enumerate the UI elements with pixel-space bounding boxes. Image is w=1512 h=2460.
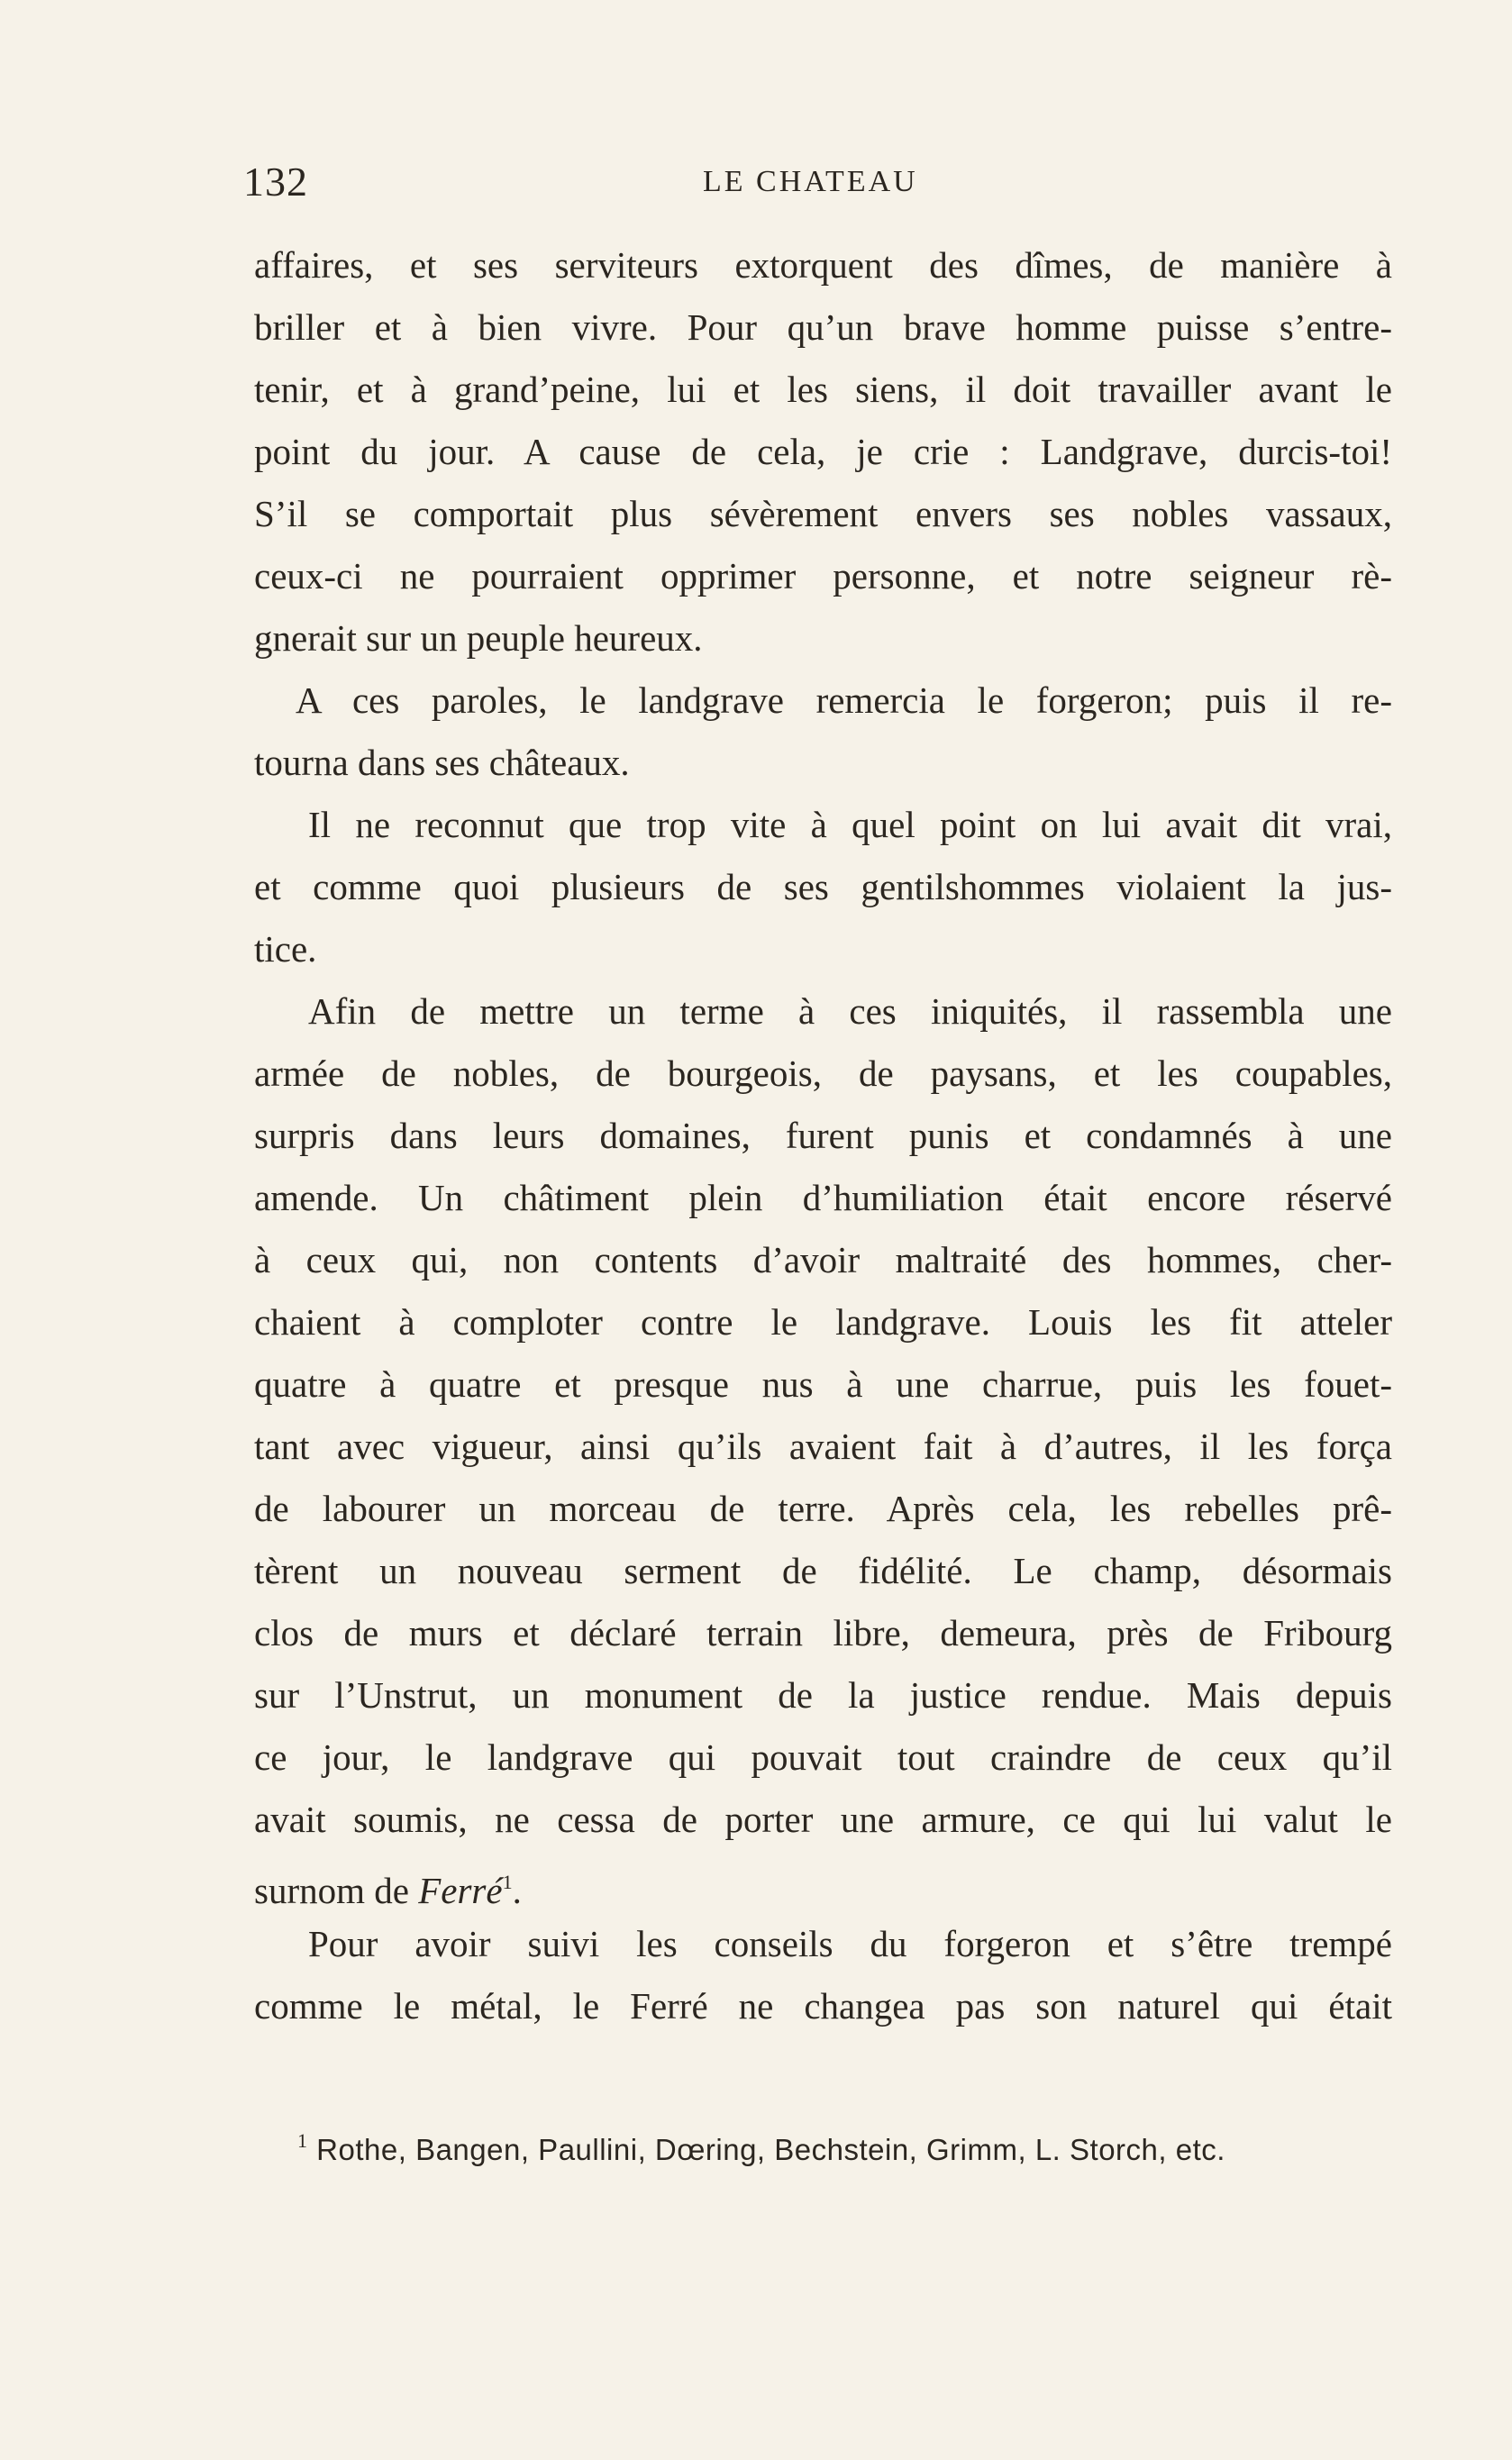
page-number: 132 xyxy=(243,159,308,205)
text-line: et comme quoi plusieurs de ses gentilshommes violaient la jus- xyxy=(254,866,1392,907)
text-line: A ces paroles, le landgrave remercia le forgeron; puis il re- xyxy=(296,679,1392,721)
sentence-end: . xyxy=(512,1870,522,1911)
text-line: tenir, et à grand’peine, lui et les siens, il doit travailler avant le xyxy=(254,369,1392,410)
text-line: gnerait sur un peuple heureux. xyxy=(254,617,703,659)
text-line: avait soumis, ne cessa de porter une armure, ce qui lui valut le xyxy=(254,1799,1392,1840)
footnote-marker: 1 xyxy=(297,2129,308,2152)
text-line xyxy=(254,1851,1392,1913)
text-line: Il ne reconnut que trop vite à quel point on lui avait dit vrai, xyxy=(308,804,1392,845)
text-line: surpris dans leurs domaines, furent punis et condamnés à une xyxy=(254,1115,1392,1156)
text-line: tant avec vigueur, ainsi qu’ils avaient fait à d’autres, il les força xyxy=(254,1426,1392,1467)
footnote-text: Rothe, Bangen, Paullini, Dœring, Bechstein, Grimm, L. Storch, etc. xyxy=(316,2133,1225,2166)
page-header xyxy=(243,155,1406,209)
surnom-text: surnom de xyxy=(254,1870,409,1911)
text-line: point du jour. A cause de cela, je crie : Landgrave, durcis-toi! xyxy=(254,431,1392,472)
surnom-ferre: Ferré xyxy=(418,1870,503,1911)
text-line: à ceux qui, non contents d’avoir maltraité des hommes, cher- xyxy=(254,1239,1392,1280)
text-line: tourna dans ses châteaux. xyxy=(254,742,630,783)
body-text xyxy=(254,234,1392,2037)
footnote-reference: 1 xyxy=(502,1871,513,1893)
text-line: armée de nobles, de bourgeois, de paysans, et les coupables, xyxy=(254,1052,1392,1094)
text-line: briller et à bien vivre. Pour qu’un brave homme puisse s’entre- xyxy=(254,306,1392,348)
text-line: de labourer un morceau de terre. Après cela, les rebelles prê- xyxy=(254,1488,1392,1529)
text-line: ceux-ci ne pourraient opprimer personne, et notre seigneur rè- xyxy=(254,555,1392,597)
text-line: quatre à quatre et presque nus à une charrue, puis les fouet- xyxy=(254,1363,1392,1405)
text-line: Afin de mettre un terme à ces iniquités, il rassembla une xyxy=(308,990,1392,1032)
text-line: Pour avoir suivi les conseils du forgeron et s’être trempé xyxy=(308,1923,1392,1964)
running-head: LE CHATEAU xyxy=(703,165,918,198)
text-line: tèrent un nouveau serment de fidélité. Le champ, désormais xyxy=(254,1550,1392,1591)
text-line: chaient à comploter contre le landgrave. Louis les fit atteler xyxy=(254,1301,1392,1343)
text-line: ce jour, le landgrave qui pouvait tout craindre de ceux qu’il xyxy=(254,1736,1392,1778)
text-line: comme le métal, le Ferré ne changea pas son naturel qui était xyxy=(254,1985,1392,2027)
text-line: affaires, et ses serviteurs extorquent des dîmes, de manière à xyxy=(254,244,1392,286)
text-line: amende. Un châtiment plein d’humiliation était encore réservé xyxy=(254,1177,1392,1218)
text-line: S’il se comportait plus sévèrement envers ses nobles vassaux, xyxy=(254,493,1392,534)
text-line: tice. xyxy=(254,928,317,970)
footnote xyxy=(297,2119,1392,2172)
text-line: sur l’Unstrut, un monument de la justice rendue. Mais depuis xyxy=(254,1674,1392,1716)
text-line: clos de murs et déclaré terrain libre, demeura, près de Fribourg xyxy=(254,1612,1392,1654)
